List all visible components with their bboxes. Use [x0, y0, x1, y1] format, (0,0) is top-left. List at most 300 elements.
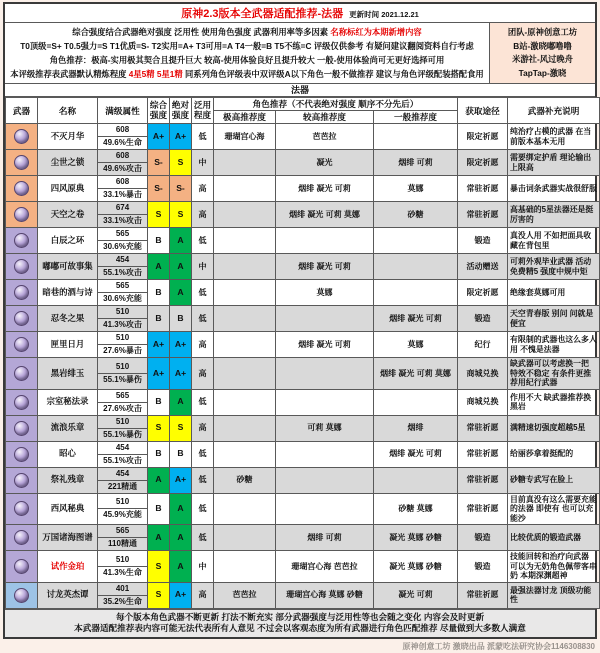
title-bar — [5, 4, 595, 23]
rec-mid-characters: 烟绯 可莉 — [276, 525, 374, 551]
weapon-name: 流浪乐章 — [38, 415, 98, 441]
table-row — [6, 441, 600, 467]
versatility-rating: 低 — [192, 389, 214, 415]
overall-rating: A — [148, 525, 170, 551]
versatility-rating: 中 — [192, 254, 214, 280]
weapon-note: 可莉外观毕业武器 活动免费精5 强度中规中矩 — [508, 254, 600, 280]
overall-rating: A+ — [148, 358, 170, 390]
weapon-name: 万国诸海图谱 — [38, 525, 98, 551]
update-time: 更新时间 2021.12.21 — [349, 10, 419, 19]
weapon-note: 最强法器讨龙 顶级功能性 — [508, 582, 600, 608]
weapon-substat: 49.6%攻击 — [103, 164, 142, 173]
rec-mid-characters: 珊瑚宫心海 芭芭拉 — [276, 551, 374, 583]
weapon-rarity-cell — [6, 124, 38, 150]
col-header-rec-mid: 较高推荐度 — [276, 111, 374, 124]
weapon-note: 比较优质的锻造武器 — [508, 525, 600, 551]
col-header-stats: 满级属性 — [98, 98, 148, 124]
weapon-stats — [98, 228, 148, 254]
weapon-name: 试作金珀 — [38, 551, 98, 583]
weapon-substat: 30.6%充能 — [103, 294, 142, 303]
team-box — [489, 23, 595, 83]
weapon-rarity-cell — [6, 332, 38, 358]
acquisition-source: 常驻祈愿 — [458, 441, 508, 467]
overall-rating: S — [148, 415, 170, 441]
rec-high-characters — [214, 202, 276, 228]
catalyst-weapon-icon — [14, 473, 29, 488]
rec-low-characters — [374, 228, 458, 254]
versatility-rating: 低 — [192, 493, 214, 525]
weapon-name: 昭心 — [38, 441, 98, 467]
weapon-base-atk: 510 — [98, 361, 147, 374]
weapon-stats — [98, 441, 148, 467]
versatility-rating: 高 — [192, 582, 214, 608]
acquisition-source: 限定祈愿 — [458, 280, 508, 306]
weapon-base-atk: 608 — [98, 124, 147, 137]
rec-high-characters: 砂糖 — [214, 467, 276, 493]
rec-mid-characters — [276, 358, 374, 390]
overall-rating: S- — [148, 176, 170, 202]
weapon-rarity-cell — [6, 415, 38, 441]
rules-line-3: 角色推荐：极高-实用极其契合且提升巨大 较高-使用体验良好且提升较大 一般-使用体验尚可无更好选择可用 — [49, 55, 445, 65]
col-header-note: 武器补充说明 — [508, 98, 600, 124]
weapon-rarity-cell — [6, 525, 38, 551]
acquisition-source: 限定祈愿 — [458, 124, 508, 150]
catalyst-weapon-icon — [14, 366, 29, 381]
versatility-rating: 低 — [192, 467, 214, 493]
weapon-stats — [98, 306, 148, 332]
weapon-rarity-cell — [6, 441, 38, 467]
weapon-base-atk: 565 — [98, 390, 147, 403]
catalyst-weapon-icon — [14, 155, 29, 170]
weapon-note: 需要绑定护盾 理论输出上限高 — [508, 150, 600, 176]
catalyst-weapon-icon — [14, 285, 29, 300]
overall-rating: A+ — [148, 124, 170, 150]
page-title: 原神2.3版本全武器适配推荐-法器 — [181, 8, 344, 20]
weapon-name: 祭礼残章 — [38, 467, 98, 493]
absolute-rating: A+ — [170, 467, 192, 493]
acquisition-source: 锻造 — [458, 228, 508, 254]
table-row — [6, 493, 600, 525]
versatility-rating: 高 — [192, 415, 214, 441]
weapon-note: 目前真没有这么需要充能的法器 即使有 也可以充能沙 — [508, 493, 600, 525]
weapon-rarity-cell — [6, 176, 38, 202]
rec-mid-characters — [276, 306, 374, 332]
weapon-stats — [98, 150, 148, 176]
acquisition-source: 常驻祈愿 — [458, 582, 508, 608]
col-header-absolute: 绝对强度 — [170, 98, 192, 124]
overall-rating: B — [148, 306, 170, 332]
rules-notes — [5, 23, 489, 83]
rec-high-characters — [214, 441, 276, 467]
rec-low-characters: 烟绯 凝光 可莉 — [374, 441, 458, 467]
table-row — [6, 176, 600, 202]
acquisition-source: 活动赠送 — [458, 254, 508, 280]
table-row — [6, 332, 600, 358]
acquisition-source: 常驻祈愿 — [458, 176, 508, 202]
weapon-base-atk: 454 — [98, 468, 147, 481]
weapon-table — [5, 97, 600, 609]
absolute-rating: B — [170, 441, 192, 467]
weapon-base-atk: 565 — [98, 228, 147, 241]
rec-mid-characters — [276, 441, 374, 467]
weapon-substat: 221精通 — [107, 481, 138, 491]
weapon-base-atk: 510 — [98, 554, 147, 567]
weapon-substat: 49.6%生命 — [103, 138, 142, 147]
catalyst-weapon-icon — [14, 501, 29, 516]
weapon-note: 砂糖专武写在脸上 — [508, 467, 600, 493]
rec-high-characters — [214, 176, 276, 202]
rec-mid-characters: 烟绯 凝光 可莉 — [276, 254, 374, 280]
absolute-rating: S — [170, 415, 192, 441]
rec-high-characters — [214, 332, 276, 358]
acquisition-source: 常驻祈愿 — [458, 415, 508, 441]
absolute-rating: A — [170, 280, 192, 306]
weapon-stats — [98, 176, 148, 202]
versatility-rating: 低 — [192, 306, 214, 332]
versatility-rating: 低 — [192, 525, 214, 551]
weapon-note: 满精速切强度超越5星 — [508, 415, 600, 441]
weapon-note: 暴击词条武器实战很舒服 — [508, 176, 600, 202]
weapon-substat: 55.1%攻击 — [103, 268, 142, 277]
rec-low-characters: 砂糖 — [374, 202, 458, 228]
weapon-rarity-cell — [6, 467, 38, 493]
absolute-rating: S — [170, 202, 192, 228]
weapon-substat: 33.1%暴击 — [103, 190, 142, 199]
table-row — [6, 467, 600, 493]
weapon-stats — [98, 415, 148, 441]
weapon-substat: 27.6%暴击 — [103, 346, 142, 355]
rec-high-characters: 珊瑚宫心海 — [214, 124, 276, 150]
weapon-stats — [98, 551, 148, 583]
rules-line-4 — [9, 67, 485, 81]
weapon-note: 作用不大 缺武器推荐换黑岩 — [508, 389, 600, 415]
versatility-rating: 低 — [192, 228, 214, 254]
table-row — [6, 228, 600, 254]
versatility-rating: 低 — [192, 441, 214, 467]
weapon-name: 匣里日月 — [38, 332, 98, 358]
rec-mid-characters — [276, 228, 374, 254]
acquisition-source: 常驻祈愿 — [458, 467, 508, 493]
weapon-name: 黑岩绯玉 — [38, 358, 98, 390]
rec-high-characters — [214, 551, 276, 583]
overall-rating: S — [148, 582, 170, 608]
weapon-substat: 55.1%暴伤 — [103, 429, 142, 439]
col-header-recommend-group: 角色推荐（不代表绝对强度 顺序不分先后） — [214, 98, 458, 111]
catalyst-weapon-icon — [14, 447, 29, 462]
rules-line-4-highlight: 4星5精 5星1精 — [128, 69, 183, 79]
rec-mid-characters: 珊瑚宫心海 莫娜 砂糖 — [276, 582, 374, 608]
acquisition-source: 锻造 — [458, 306, 508, 332]
weapon-base-atk: 454 — [98, 254, 147, 267]
weapon-rarity-cell — [6, 582, 38, 608]
weapon-name: 宗室秘法录 — [38, 389, 98, 415]
rec-mid-characters — [276, 467, 374, 493]
rec-mid-characters: 莫娜 — [276, 280, 374, 306]
footer-line-1: 每个版本角色武器不断更新 打法不断充实 部分武器强度与泛用性等也会随之变化 内容会及时更新 — [115, 611, 485, 622]
weapon-stats — [98, 467, 148, 493]
absolute-rating: S- — [170, 176, 192, 202]
rec-high-characters — [214, 358, 276, 390]
overall-rating: A+ — [148, 332, 170, 358]
weapon-base-atk: 510 — [98, 332, 147, 345]
col-header-rec-low: 一般推荐度 — [374, 111, 458, 124]
rec-low-characters: 烟绯 — [374, 415, 458, 441]
rec-low-characters: 莫娜 — [374, 176, 458, 202]
overall-rating: B — [148, 280, 170, 306]
weapon-rarity-cell — [6, 202, 38, 228]
weapon-rarity-cell — [6, 254, 38, 280]
overall-rating: A — [148, 254, 170, 280]
rec-mid-characters: 凝光 — [276, 150, 374, 176]
weapon-name: 嘟嘟可故事集 — [38, 254, 98, 280]
weapon-base-atk: 608 — [98, 150, 147, 163]
weapon-name: 白辰之环 — [38, 228, 98, 254]
weapon-base-atk: 674 — [98, 202, 147, 215]
weapon-stats — [98, 280, 148, 306]
weapon-base-atk: 510 — [98, 416, 147, 429]
weapon-base-atk: 454 — [98, 442, 147, 455]
table-row — [6, 202, 600, 228]
weapon-table-body — [6, 124, 600, 609]
catalyst-weapon-icon — [14, 559, 29, 574]
team-taptap: TapTap-激晓 — [518, 67, 567, 78]
acquisition-source: 常驻祈愿 — [458, 493, 508, 525]
absolute-rating: B — [170, 306, 192, 332]
weapon-base-atk: 565 — [98, 280, 147, 293]
rec-mid-characters — [276, 493, 374, 525]
rec-mid-characters: 烟绯 凝光 可莉 — [276, 176, 374, 202]
versatility-rating: 中 — [192, 150, 214, 176]
weapon-substat: 35.2%生命 — [103, 596, 142, 606]
rec-low-characters: 烟绯 可莉 — [374, 150, 458, 176]
rec-high-characters — [214, 415, 276, 441]
weapon-name: 天空之卷 — [38, 202, 98, 228]
weapon-substat: 41.3%生命 — [103, 567, 142, 577]
col-header-source: 获取途径 — [458, 98, 508, 124]
weapon-base-atk: 401 — [98, 583, 147, 596]
versatility-rating: 低 — [192, 124, 214, 150]
col-header-versatility: 泛用程度 — [192, 98, 214, 124]
weapon-base-atk: 510 — [98, 306, 147, 319]
versatility-rating: 中 — [192, 551, 214, 583]
table-row — [6, 150, 600, 176]
catalyst-weapon-icon — [14, 233, 29, 248]
rec-high-characters — [214, 280, 276, 306]
acquisition-source: 商城兑换 — [458, 358, 508, 390]
weapon-substat: 45.9%充能 — [103, 510, 142, 520]
weapon-rarity-cell — [6, 493, 38, 525]
weapon-name: 四风原典 — [38, 176, 98, 202]
col-header-name: 名称 — [38, 98, 98, 124]
weapon-stats — [98, 582, 148, 608]
absolute-rating: S — [170, 150, 192, 176]
weapon-substat: 41.3%攻击 — [103, 320, 142, 329]
weapon-note: 给丽莎拿着挺配的 — [508, 441, 600, 467]
catalyst-weapon-icon — [14, 588, 29, 603]
catalyst-weapon-icon — [14, 395, 29, 410]
acquisition-source: 商城兑换 — [458, 389, 508, 415]
absolute-rating: A — [170, 254, 192, 280]
rec-high-characters — [214, 254, 276, 280]
info-block — [5, 23, 595, 84]
overall-rating: S- — [148, 150, 170, 176]
rules-line-2: T0顶级=S+ T0.5强力=S T1优质=S- T2实用=A+ T3可用=A T4一般=B T5不练=C 评级仅供参考 有疑问建议翻阅资料自行考虑 — [20, 41, 474, 51]
weapon-rarity-cell — [6, 551, 38, 583]
rec-low-characters: 凝光 莫娜 砂糖 — [374, 525, 458, 551]
weapon-rarity-cell — [6, 306, 38, 332]
rules-line-4-text2: 同系列角色评级表中双评级A以下角色一般不做推荐 建议与角色评级配装搭配食用 — [182, 69, 484, 79]
rules-line-1-text: 综合强度结合武器绝对强度 泛用性 使用角色强度 武器利用率等多因素 — [72, 27, 331, 37]
weapon-rarity-cell — [6, 280, 38, 306]
team-miyoushe: 米游社-风过晚舟 — [512, 54, 573, 64]
table-row — [6, 415, 600, 441]
table-row — [6, 551, 600, 583]
absolute-rating: A+ — [170, 124, 192, 150]
footer-notes — [5, 609, 595, 637]
weapon-stats — [98, 493, 148, 525]
weapon-rarity-cell — [6, 358, 38, 390]
col-header-overall: 综合强度 — [148, 98, 170, 124]
weapon-note: 纯治疗占模的武器 在当前版本基本无用 — [508, 124, 600, 150]
overall-rating: B — [148, 441, 170, 467]
catalyst-weapon-icon — [14, 311, 29, 326]
weapon-note: 绝缘套莫娜可用 — [508, 280, 600, 306]
weapon-stats — [98, 202, 148, 228]
rules-line-4-text1: 本评级推荐表武器默认精炼程度 — [10, 69, 129, 79]
weapon-stats — [98, 389, 148, 415]
overall-rating: B — [148, 493, 170, 525]
weapon-name: 尘世之锁 — [38, 150, 98, 176]
rec-high-characters — [214, 306, 276, 332]
catalyst-weapon-icon — [14, 181, 29, 196]
rec-high-characters — [214, 493, 276, 525]
weapon-stats — [98, 525, 148, 551]
catalyst-weapon-icon — [14, 421, 29, 436]
overall-rating: S — [148, 551, 170, 583]
weapon-substat: 33.1%攻击 — [103, 216, 142, 225]
table-row — [6, 525, 600, 551]
rules-line-1 — [9, 25, 485, 39]
weapon-note: 天空青春版 别问 问就是便宜 — [508, 306, 600, 332]
weapon-name: 忍冬之果 — [38, 306, 98, 332]
rec-low-characters: 莫娜 — [374, 332, 458, 358]
catalyst-weapon-icon — [14, 259, 29, 274]
versatility-rating: 高 — [192, 176, 214, 202]
team-name: 团队-原神创意工坊 — [507, 27, 578, 37]
table-row — [6, 582, 600, 608]
weapon-note: 有限制的武器也这么多人用 不愧是法器 — [508, 332, 600, 358]
overall-rating: S — [148, 202, 170, 228]
acquisition-source: 锻造 — [458, 551, 508, 583]
weapon-stats — [98, 124, 148, 150]
section-label-catalyst: 法器 — [5, 84, 595, 97]
versatility-rating: 高 — [192, 202, 214, 228]
credit-text: 原神创意工坊 激晓出品 派蒙吃法研究协会1146308830 — [402, 641, 595, 651]
col-header-weapon: 武器 — [6, 98, 38, 124]
rec-high-characters — [214, 228, 276, 254]
rec-high-characters: 芭芭拉 — [214, 582, 276, 608]
rec-low-characters — [374, 124, 458, 150]
rec-low-characters — [374, 280, 458, 306]
weapon-name: 讨龙英杰谭 — [38, 582, 98, 608]
weapon-substat: 27.6%攻击 — [103, 403, 142, 413]
overall-rating: B — [148, 389, 170, 415]
catalyst-weapon-icon — [14, 129, 29, 144]
rec-low-characters: 砂糖 莫娜 — [374, 493, 458, 525]
weapon-name: 不灭月华 — [38, 124, 98, 150]
weapon-stats — [98, 254, 148, 280]
absolute-rating: A+ — [170, 358, 192, 390]
acquisition-source: 限定祈愿 — [458, 150, 508, 176]
overall-rating: A — [148, 467, 170, 493]
rec-low-characters: 凝光 莫娜 砂糖 — [374, 551, 458, 583]
rec-low-characters: 烟绯 凝光 可莉 — [374, 306, 458, 332]
absolute-rating: A — [170, 525, 192, 551]
versatility-rating: 高 — [192, 332, 214, 358]
weapon-name: 暗巷的酒与诗 — [38, 280, 98, 306]
table-header — [6, 98, 600, 124]
rec-high-characters — [214, 389, 276, 415]
rec-mid-characters: 芭芭拉 — [276, 124, 374, 150]
absolute-rating: A — [170, 493, 192, 525]
weapon-substat: 55.1%攻击 — [103, 455, 142, 465]
rec-low-characters: 烟绯 凝光 可莉 莫娜 — [374, 358, 458, 390]
table-row — [6, 124, 600, 150]
versatility-rating: 低 — [192, 280, 214, 306]
rules-line-1-highlight: 名称标红为本期新增内容 — [330, 27, 422, 37]
rec-low-characters: 凝光 可莉 — [374, 582, 458, 608]
weapon-base-atk: 608 — [98, 176, 147, 189]
footer-line-2: 本武器适配推荐表内容可能无法代表所有人意见 不过会以客观态度为所有武器进行角色匹配推荐 尽量做到大多数人满意 — [74, 623, 526, 633]
catalyst-weapon-icon — [14, 337, 29, 352]
weapon-note: 技能回转和治疗向武器 可以为无奶角色佩带客串奶 本期深渊超神 — [508, 551, 600, 583]
rec-high-characters — [214, 525, 276, 551]
weapon-note: 高基础的5星法器还是挺厉害的 — [508, 202, 600, 228]
weapon-name: 西风秘典 — [38, 493, 98, 525]
weapon-base-atk: 565 — [98, 525, 147, 538]
versatility-rating: 高 — [192, 358, 214, 390]
weapon-base-atk: 510 — [98, 496, 147, 509]
weapon-substat: 55.1%暴伤 — [103, 374, 142, 384]
table-row — [6, 254, 600, 280]
absolute-rating: A — [170, 389, 192, 415]
rec-high-characters — [214, 150, 276, 176]
weapon-rarity-cell — [6, 389, 38, 415]
absolute-rating: A — [170, 228, 192, 254]
rec-mid-characters — [276, 389, 374, 415]
rec-mid-characters: 可莉 莫娜 — [276, 415, 374, 441]
table-row — [6, 306, 600, 332]
weapon-rarity-cell — [6, 150, 38, 176]
catalyst-weapon-icon — [14, 530, 29, 545]
rec-low-characters — [374, 254, 458, 280]
team-bilibili: B站-激晓嘟噜噜 — [513, 40, 572, 51]
recommendation-sheet — [3, 2, 597, 639]
table-row — [6, 280, 600, 306]
weapon-stats — [98, 358, 148, 390]
weapon-stats — [98, 332, 148, 358]
weapon-substat: 30.6%充能 — [103, 242, 142, 251]
acquisition-source: 纪行 — [458, 332, 508, 358]
rec-low-characters — [374, 389, 458, 415]
weapon-substat: 110精通 — [108, 539, 137, 548]
acquisition-source: 常驻祈愿 — [458, 202, 508, 228]
rec-mid-characters: 烟绯 凝光 可莉 — [276, 332, 374, 358]
acquisition-source: 锻造 — [458, 525, 508, 551]
weapon-note: 缺武器可以考虑换一把 特效不稳定 有条件更推荐用纪行武器 — [508, 358, 600, 390]
overall-rating: B — [148, 228, 170, 254]
absolute-rating: A+ — [170, 582, 192, 608]
